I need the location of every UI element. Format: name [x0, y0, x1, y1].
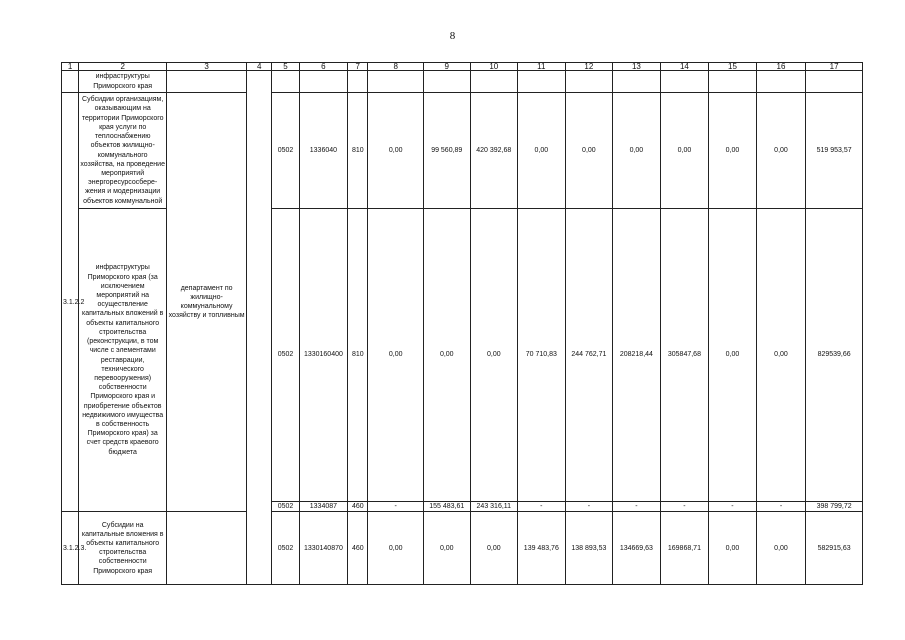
- cell-value: 0,00: [565, 93, 613, 209]
- cell-total: 582915,63: [806, 512, 863, 585]
- page-number: 8: [449, 30, 456, 42]
- cell-value: 0,00: [756, 93, 806, 209]
- cell-value: 0,00: [660, 93, 709, 209]
- cell-blank: [709, 71, 757, 93]
- header-cell: 4: [247, 63, 272, 71]
- cell-blank: [348, 71, 368, 93]
- header-cell: 14: [660, 63, 709, 71]
- cell-value: 99 560,89: [424, 93, 471, 209]
- header-cell: 13: [613, 63, 661, 71]
- header-cell: 17: [806, 63, 863, 71]
- cell-blank: [756, 71, 806, 93]
- cell-blank: [660, 71, 709, 93]
- cell-target: 1330160400: [299, 209, 348, 502]
- cell-value: 0,00: [709, 512, 757, 585]
- cell-value: -: [565, 502, 613, 512]
- cell-value: 0,00: [424, 512, 471, 585]
- cell-value: 0,00: [470, 209, 518, 502]
- cell-value: 208218,44: [613, 209, 661, 502]
- cell-blank: [299, 71, 348, 93]
- cell-blank: [806, 71, 863, 93]
- cell-value: 155 483,61: [424, 502, 471, 512]
- cell-expense: 810: [348, 93, 368, 209]
- cell-value: 134669,63: [613, 512, 661, 585]
- cell-blank: [613, 71, 661, 93]
- cell-blank: [272, 71, 299, 93]
- cell-value: 420 392,68: [470, 93, 518, 209]
- cell-value: 243 316,11: [470, 502, 518, 512]
- cell-total: 398 799,72: [806, 502, 863, 512]
- item-code: 3.1.2.3.: [62, 512, 79, 585]
- cell-expense: 460: [348, 502, 368, 512]
- cell-value: 0,00: [368, 93, 424, 209]
- header-cell: 10: [470, 63, 518, 71]
- cell-blank: [167, 71, 247, 93]
- cell-blank: [565, 71, 613, 93]
- cell-value: 0,00: [518, 93, 566, 209]
- cell-name-continued: инфраструктуры Приморского края: [79, 71, 167, 93]
- cell-value: -: [660, 502, 709, 512]
- cell-value: 139 483,76: [518, 512, 566, 585]
- cell-section: 0502: [272, 209, 299, 502]
- cell-blank: [424, 71, 471, 93]
- header-row: [62, 63, 863, 71]
- cell-value: 305847,68: [660, 209, 709, 502]
- cell-blank: [470, 71, 518, 93]
- header-cell: 3: [167, 63, 247, 71]
- cell-target: 1336040: [299, 93, 348, 209]
- cell-value: -: [368, 502, 424, 512]
- header-cell: 8: [368, 63, 424, 71]
- cell-value: 0,00: [756, 209, 806, 502]
- header-cell: 9: [424, 63, 471, 71]
- cell-section: 0502: [272, 512, 299, 585]
- header-cell: 16: [756, 63, 806, 71]
- table-row: [62, 93, 863, 209]
- cell-value: 138 893,53: [565, 512, 613, 585]
- cell-section: 0502: [272, 502, 299, 512]
- cell-target: 1330140870: [299, 512, 348, 585]
- header-cell: 6: [299, 63, 348, 71]
- cell-col4: [247, 71, 272, 585]
- cell-blank: [518, 71, 566, 93]
- header-cell: 7: [348, 63, 368, 71]
- header-cell: 11: [518, 63, 566, 71]
- table-row: [62, 71, 863, 93]
- cell-total: 519 953,57: [806, 93, 863, 209]
- cell-value: 0,00: [709, 209, 757, 502]
- cell-value: 70 710,83: [518, 209, 566, 502]
- cell-value: 0,00: [470, 512, 518, 585]
- cell-value: -: [709, 502, 757, 512]
- item-name-part-a: Субсидии организациям, оказывающим на территории Приморского края услуги по теплоснабжению объектов жилищно-коммунального хозяйства, на проведение мероприятий энергоресурсосбере-жения и модернизации объектов коммунальной: [79, 93, 167, 209]
- cell-value: -: [613, 502, 661, 512]
- item-code: 3.1.2.2: [62, 93, 79, 512]
- budget-table: [61, 62, 863, 585]
- cell-value: 0,00: [368, 512, 424, 585]
- item-name-part-b: инфраструктуры Приморского края (за исключением мероприятий на осуществление капитальных вложений в объекты капитального строительства (реконструкции, в том числе с элементами реставрации, технического перевооружения) собственности Приморского края и приобретение объектов недвижимого имущества в собственность Приморского края) за счет средств краевого бюджета: [79, 209, 167, 512]
- cell-value: -: [756, 502, 806, 512]
- cell-target: 1334087: [299, 502, 348, 512]
- cell-total: 829539,66: [806, 209, 863, 502]
- cell-value: -: [518, 502, 566, 512]
- cell-blank: [62, 71, 79, 93]
- cell-expense: 810: [348, 209, 368, 502]
- cell-value: 0,00: [756, 512, 806, 585]
- header-cell: 12: [565, 63, 613, 71]
- cell-value: 244 762,71: [565, 209, 613, 502]
- header-cell: 1: [62, 63, 79, 71]
- cell-value: 169868,71: [660, 512, 709, 585]
- table-row: [62, 512, 863, 585]
- header-cell: 5: [272, 63, 299, 71]
- cell-section: 0502: [272, 93, 299, 209]
- cell-value: 0,00: [424, 209, 471, 502]
- cell-blank: [167, 512, 247, 585]
- header-cell: 2: [79, 63, 167, 71]
- cell-value: 0,00: [709, 93, 757, 209]
- item-executor: департамент по жилищно-коммунальному хозяйству и топливным: [167, 93, 247, 512]
- cell-value: 0,00: [613, 93, 661, 209]
- header-cell: 15: [709, 63, 757, 71]
- cell-expense: 460: [348, 512, 368, 585]
- item-name: Субсидии на капитальные вложения в объекты капитального строительства собственности Приморского края: [79, 512, 167, 585]
- cell-value: 0,00: [368, 209, 424, 502]
- cell-blank: [368, 71, 424, 93]
